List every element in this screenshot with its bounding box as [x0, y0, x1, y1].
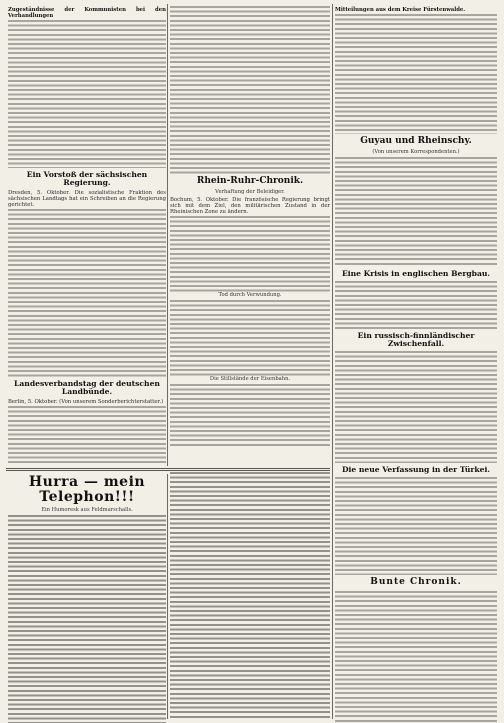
article-body-text	[170, 384, 330, 448]
article-lead: Bochum, 5. Oktober. Die französische Regierung bringt sich mit dem Ziel, den militärischen Zustand in der Rheinischen Zone zu ändern.	[170, 197, 330, 216]
article-body-text	[8, 209, 166, 377]
article-heading: Landesverbandstag der deutschen Landbünde.	[14, 378, 160, 396]
article-subheading: (Von unserem Korrespondenten.)	[372, 149, 460, 156]
feuilleton-right	[170, 472, 330, 718]
feuilleton-left	[8, 472, 166, 723]
article-body-text	[335, 477, 497, 575]
article-body-text	[8, 20, 166, 168]
feuilleton-rule	[6, 468, 330, 469]
article-lead: Dresden, 5. Oktober. Die sozialistische Fraktion des sächsischen Landtags hat ein Schreiben an die Regierung gerichtet.	[8, 189, 166, 208]
column-rule	[332, 4, 333, 719]
article-heading: Eine Krisis in englischen Bergbau.	[341, 269, 491, 279]
feuilleton-body-text	[8, 515, 166, 723]
feuilleton-body-text	[170, 472, 330, 718]
column-rule	[167, 474, 168, 719]
article-body-text	[335, 591, 497, 723]
article-heading: Rhein-Ruhr-Chronik.	[196, 176, 304, 186]
feuilleton-subtitle: Ein Humoresk aus Feldmarschalls.	[41, 507, 133, 514]
article-body-text	[170, 216, 330, 292]
article-subheading: Die Stillstände der Eisenbahn.	[209, 376, 291, 383]
article-lead: Berlin, 5. Oktober. (Von unserem Sonderberichterstatter.)	[8, 398, 164, 405]
column-rule	[167, 4, 168, 466]
feuilleton-title: Hurra — mein Telephon!!!	[28, 474, 146, 505]
article-heading: Bunte Chronik.	[370, 577, 462, 588]
article-lead: Zugeständnisse der Kommunisten bei den Verhandlungen	[8, 7, 166, 19]
article-body-text	[335, 351, 497, 463]
article-body-text	[335, 281, 497, 329]
column-middle	[170, 6, 330, 448]
article-subheading: Tod durch Verwundung.	[218, 292, 282, 299]
article-subheading: Verhaftung der Beleidiger.	[215, 189, 285, 196]
article-lead: Mitteilungen aus dem Kreise Fürstenwalde.	[335, 7, 466, 13]
article-heading: Ein Vorstoß der sächsischen Regierung.	[26, 170, 148, 187]
article-heading: Die neue Verfassung in der Türkei.	[341, 465, 491, 475]
article-heading: Guyau und Rheinschy.	[360, 136, 472, 146]
article-body-text	[8, 406, 166, 466]
feuilleton-rule	[6, 470, 330, 471]
article-heading: Ein russisch-finnländischer Zwischenfall.	[357, 331, 475, 349]
column-left	[8, 6, 166, 466]
article-body-text	[335, 157, 497, 267]
article-body-text	[170, 300, 330, 376]
column-right	[335, 6, 497, 723]
article-body-text	[335, 14, 497, 134]
article-body-text	[170, 6, 330, 174]
